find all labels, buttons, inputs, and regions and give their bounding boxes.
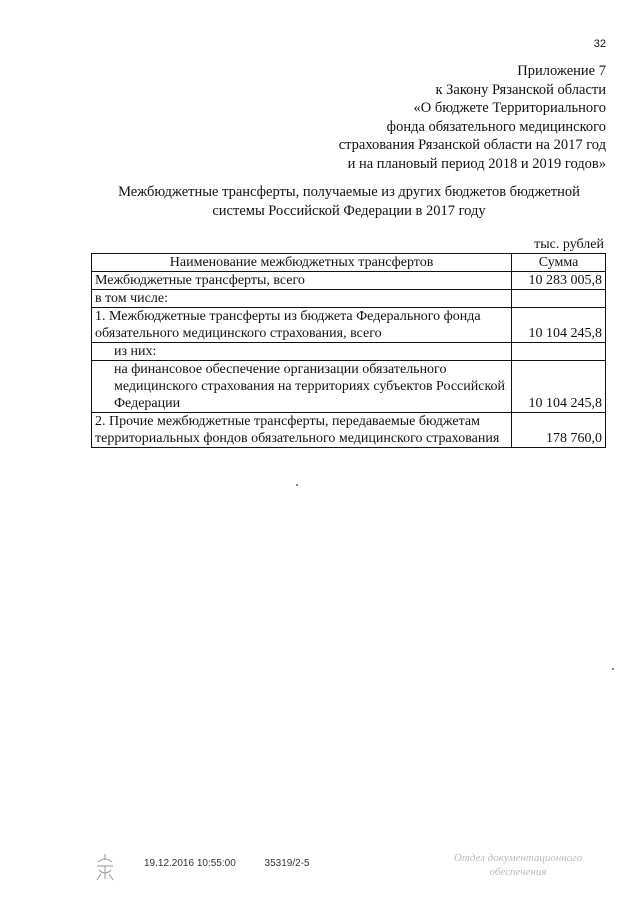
table-row — [92, 272, 606, 290]
row-name: в том числе: — [92, 290, 512, 308]
scan-speck — [296, 484, 298, 486]
department-stamp — [443, 851, 593, 879]
table-header-row — [92, 254, 606, 272]
stamp-doc-id: 35319/2-5 — [264, 858, 310, 869]
row-sum: 10 283 005,8 — [512, 272, 606, 290]
appendix-line: и на плановый период 2018 и 2019 годов» — [347, 155, 606, 172]
transfers-table — [91, 253, 606, 448]
row-name: Межбюджетные трансферты, всего — [92, 272, 512, 290]
header-name: Наименование межбюджетных трансфертов — [92, 254, 512, 272]
units-label: тыс. рублей — [534, 237, 604, 252]
table-row — [92, 290, 606, 308]
document-title — [92, 183, 606, 220]
table-row — [92, 308, 606, 343]
appendix-line: фонда обязательного медицинского — [386, 118, 606, 135]
header-sum: Сумма — [512, 254, 606, 272]
appendix-line: страхования Рязанской области на 2017 год — [338, 137, 606, 153]
row-sum: 10 104 245,8 — [512, 361, 606, 413]
row-name: из них: — [92, 343, 512, 361]
row-sum: 178 760,0 — [512, 413, 606, 448]
document-title-line: системы Российской Федерации в 2017 году — [212, 202, 486, 219]
row-name: на финансовое обеспечение организации обязательного медицинского страхования на территориях субъектов Российской Федерации — [92, 361, 512, 413]
department-stamp-line: обеспечения — [489, 866, 547, 878]
appendix-block — [339, 62, 606, 173]
row-sum — [512, 343, 606, 361]
row-sum: 10 104 245,8 — [512, 308, 606, 343]
scan-speck — [612, 668, 614, 670]
stamp-datetime: 19.12.2016 10:55:00 — [144, 858, 236, 869]
appendix-line: Приложение 7 — [517, 63, 606, 79]
table-row — [92, 413, 606, 448]
page-number: 32 — [593, 38, 606, 50]
appendix-line: к Закону Рязанской области — [435, 81, 606, 98]
emblem-icon — [92, 852, 118, 882]
department-stamp-line: Отдел документационного — [453, 852, 583, 864]
row-sum — [512, 290, 606, 308]
row-name: 2. Прочие межбюджетные трансферты, передаваемые бюджетам территориальных фондов обязательного медицинского страхования — [92, 413, 512, 448]
table-row — [92, 343, 606, 361]
document-title-line: Межбюджетные трансферты, получаемые из других бюджетов бюджетной — [118, 184, 580, 200]
row-name: 1. Межбюджетные трансферты из бюджета Федерального фонда обязательного медицинского страхования, всего — [92, 308, 512, 343]
registration-stamp — [144, 858, 336, 869]
appendix-line: «О бюджете Территориального — [413, 100, 606, 116]
table-row — [92, 361, 606, 413]
